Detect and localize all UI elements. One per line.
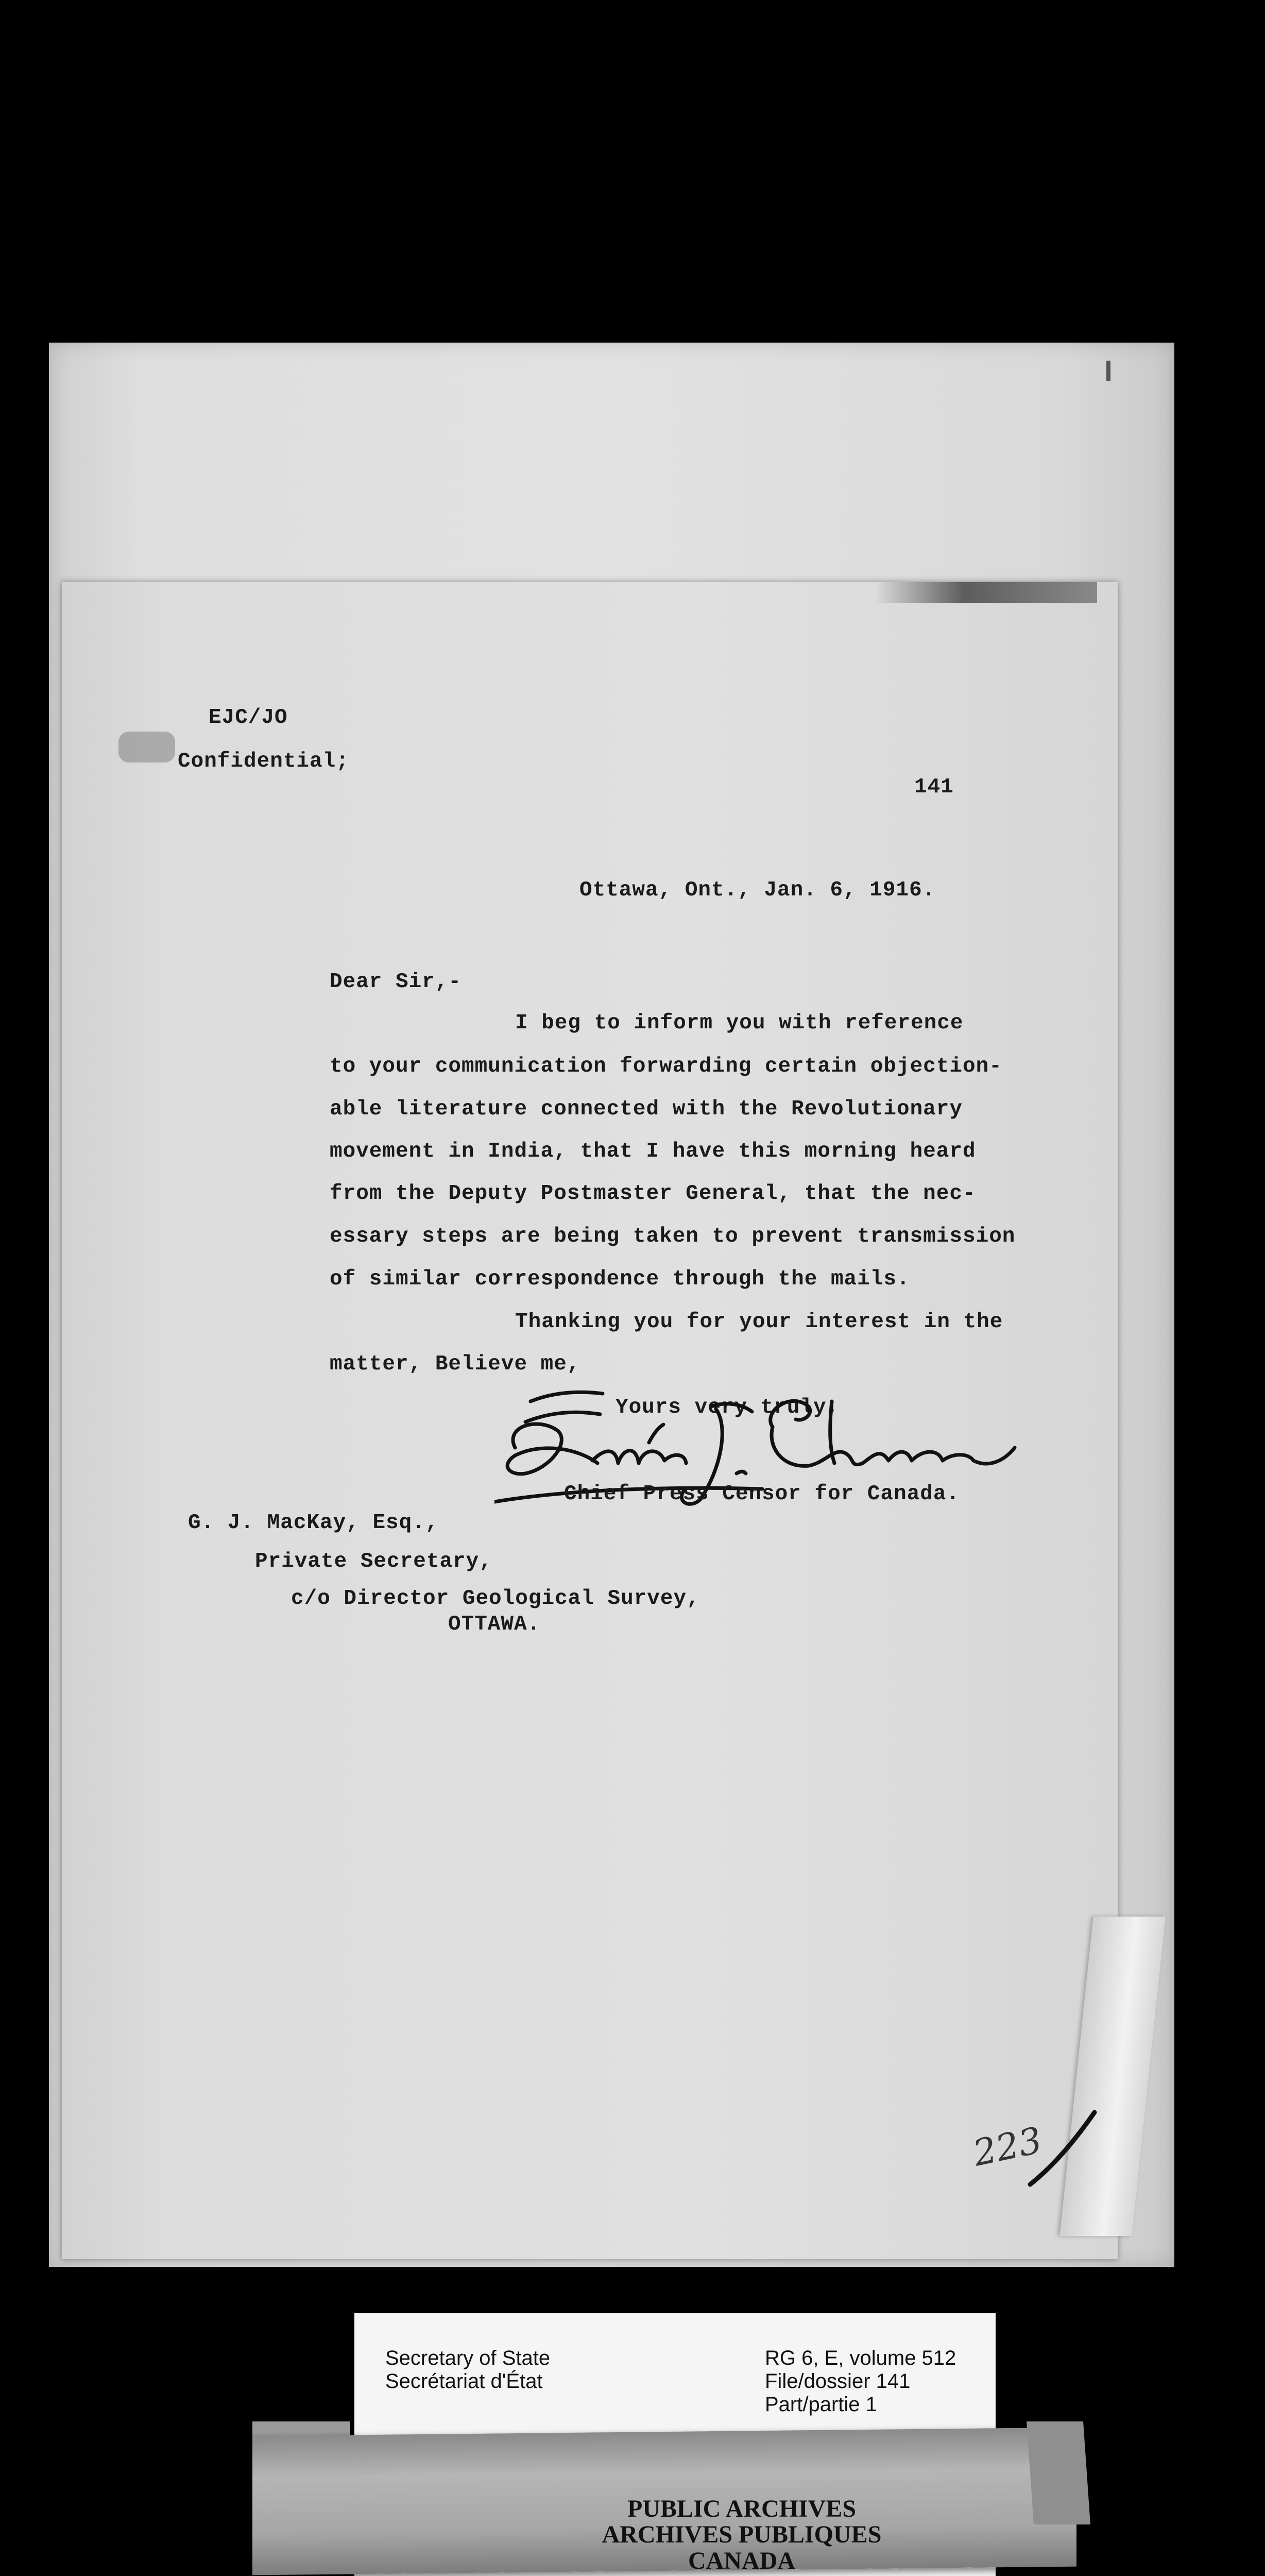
- body-line: from the Deputy Postmaster General, that the nec-: [330, 1182, 976, 1206]
- body-line: matter, Believe me,: [330, 1352, 580, 1376]
- archives-line-fr: ARCHIVES PUBLIQUES: [602, 2521, 882, 2549]
- record-group: RG 6, E, volume 512: [765, 2347, 956, 2369]
- pencil-annotation: [968, 2102, 1102, 2190]
- department-fr: Secrétariat d'État: [385, 2370, 543, 2393]
- recipient-line: c/o Director Geological Survey,: [291, 1587, 700, 1611]
- page-number: 141: [914, 775, 954, 799]
- archives-stamp: [433, 2496, 1051, 2574]
- letter-top-edge: [876, 582, 1097, 603]
- body-line: Thanking you for your interest in the: [515, 1310, 1003, 1334]
- archives-line-en: PUBLIC ARCHIVES: [627, 2495, 857, 2522]
- body-line: I beg to inform you with reference: [515, 1011, 964, 1035]
- part-number: Part/partie 1: [765, 2393, 877, 2416]
- letter-date: Ottawa, Ont., Jan. 6, 1916.: [579, 878, 936, 902]
- recipient-line: Private Secretary,: [255, 1550, 492, 1573]
- sheet-mark: [1106, 361, 1110, 381]
- pencil-number: 223: [969, 2119, 1046, 2175]
- file-number: File/dossier 141: [765, 2370, 911, 2393]
- letter-closing: Yours very truly,: [616, 1396, 840, 1419]
- body-line: able literature connected with the Revolutionary: [330, 1097, 963, 1121]
- letter-salutation: Dear Sir,-: [330, 970, 462, 994]
- letter-classification: Confidential;: [178, 750, 349, 773]
- recipient-line: OTTAWA.: [448, 1613, 541, 1636]
- department-en: Secretary of State: [385, 2347, 551, 2369]
- signer-title: Chief Press Censor for Canada.: [564, 1482, 960, 1506]
- tape-remnant: [118, 732, 175, 762]
- letter-reference: EJC/JO: [209, 706, 288, 730]
- body-line: movement in India, that I have this morning heard: [330, 1140, 976, 1163]
- body-line: to your communication forwarding certain objection-: [330, 1055, 1002, 1078]
- recipient-line: G. J. MacKay, Esq.,: [188, 1511, 439, 1535]
- body-line: essary steps are being taken to prevent transmission: [330, 1225, 1016, 1248]
- archives-line-country: CANADA: [688, 2547, 795, 2574]
- body-line: of similar correspondence through the mails.: [330, 1267, 910, 1291]
